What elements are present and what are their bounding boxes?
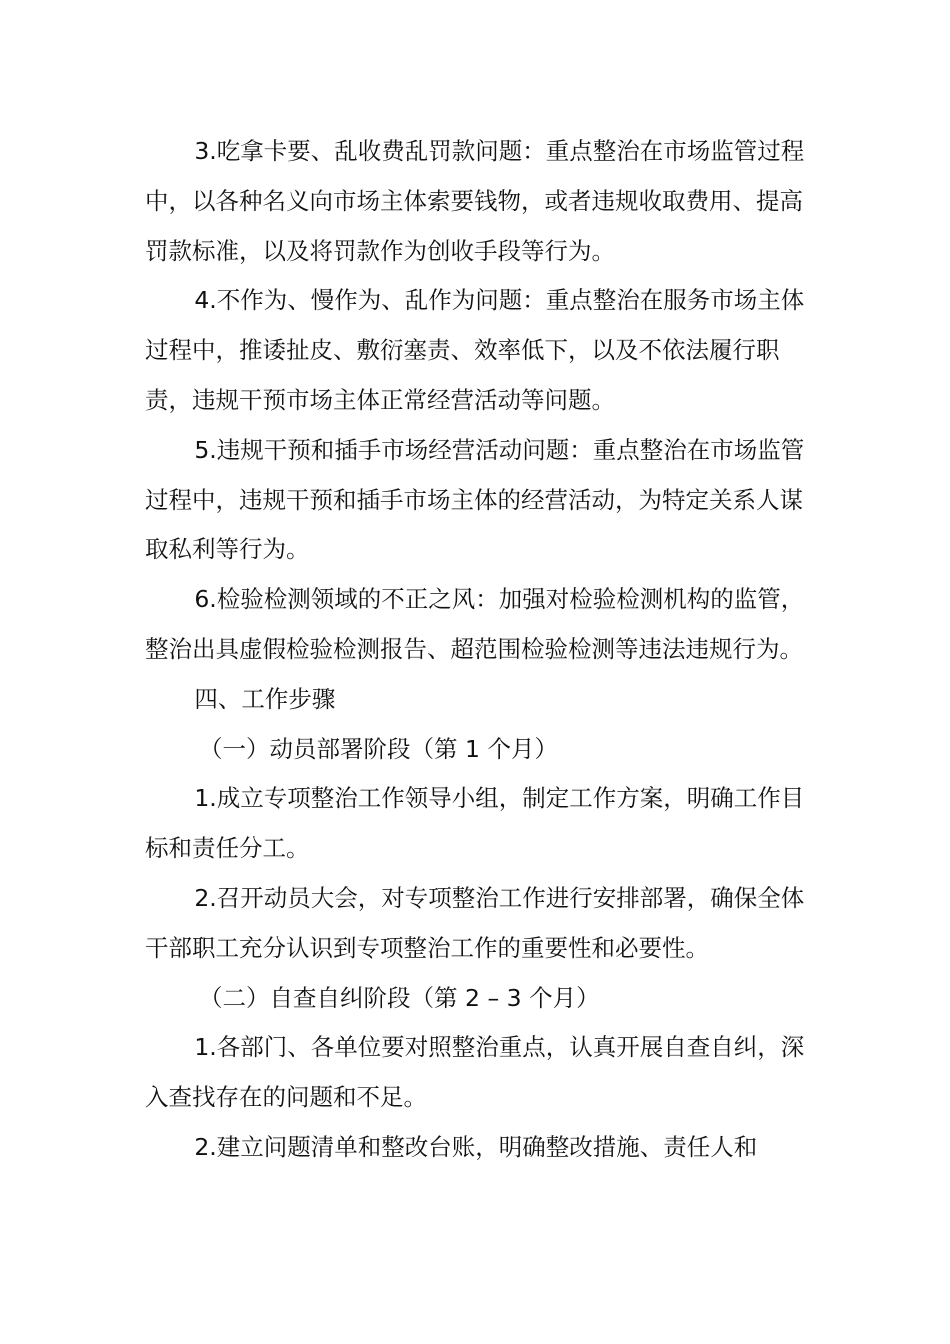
stage1-item-2: 2.召开动员大会，对专项整治工作进行安排部署，确保全体干部职工充分认识到专项整治工作的重要性和必要性。	[145, 883, 805, 962]
stage1-item-1: 1.成立专项整治工作领导小组，制定工作方案，明确工作目标和责任分工。	[145, 784, 805, 863]
paragraph-item-4: 4.不作为、慢作为、乱作为问题：重点整治在服务市场主体过程中，推诿扯皮、敷衍塞责、效率低下，以及不依法履行职责，违规干预市场主体正常经营活动等问题。	[145, 286, 805, 414]
paragraph-item-3: 3.吃拿卡要、乱收费乱罚款问题：重点整治在市场监管过程中，以各种名义向市场主体索要钱物，或者违规收取费用、提高罚款标准，以及将罚款作为创收手段等行为。	[145, 137, 805, 265]
stage2-item-2: 2.建立问题清单和整改台账，明确整改措施、责任人和	[194, 1132, 758, 1161]
stage2-item-1: 1.各部门、各单位要对照整治重点，认真开展自查自纠，深入查找存在的问题和不足。	[145, 1033, 805, 1112]
document-body	[145, 127, 815, 1173]
paragraph-item-6: 6.检验检测领域的不正之风：加强对检验检测机构的监管，整治出具虚假检验检测报告、超范围检验检测等违法违规行为。	[145, 585, 805, 663]
paragraph-item-5: 5.违规干预和插手市场经营活动问题：重点整治在市场监管过程中，违规干预和插手市场主体的经营活动，为特定关系人谋取私利等行为。	[145, 435, 805, 564]
stage1-heading: （一）动员部署阶段（第 1 个月）	[199, 734, 558, 763]
stage2-heading: （二）自查自纠阶段（第 2 – 3 个月）	[199, 983, 600, 1012]
section-heading: 四、工作步骤	[194, 684, 336, 713]
